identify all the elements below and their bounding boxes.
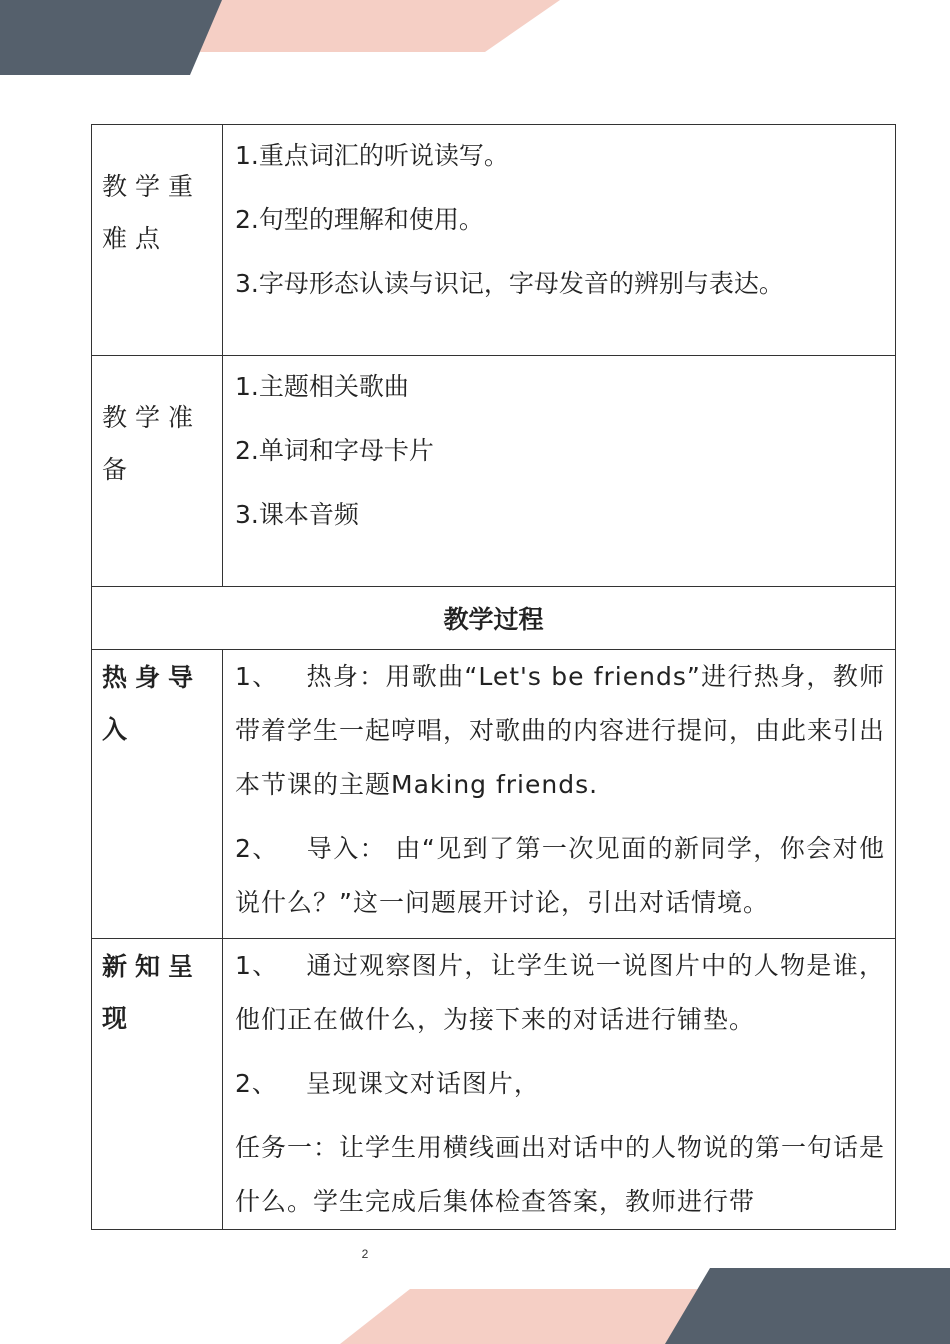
key-points-row	[92, 125, 896, 356]
header-slate-band	[0, 0, 222, 75]
new-knowledge-paragraph-2	[235, 1057, 885, 1111]
key-points-item: 2.句型的理解和使用。	[235, 205, 484, 234]
footer-decoration	[330, 1264, 950, 1344]
new-knowledge-label: 新知呈现	[92, 939, 223, 1230]
new-knowledge-p2-number: 2、	[235, 1069, 278, 1098]
new-knowledge-paragraph-1	[235, 939, 885, 1047]
key-points-item: 3.字母形态认读与识记，字母发音的辨别与表达。	[235, 269, 784, 298]
warmup-label: 热身导入	[92, 650, 223, 939]
header-decoration	[0, 0, 560, 75]
preparation-item: 3.课本音频	[235, 500, 359, 529]
header-peach-band	[200, 0, 560, 52]
warmup-p1-text: 热身：用歌曲“Let's be friends”进行热身，教师带着学生一起哼唱，对歌曲的内容进行提问，由此来引出本节课的主题Making friends.	[235, 662, 886, 799]
new-knowledge-content	[223, 939, 896, 1230]
warmup-paragraph-2	[235, 822, 885, 930]
preparation-label: 教学准备	[92, 356, 223, 587]
process-heading: 教学过程	[92, 587, 896, 650]
page-number: 2	[361, 1247, 369, 1261]
warmup-p2-text: 导入： 由“见到了第一次见面的新同学，你会对他说什么？”这一问题展开讨论，引出对话情境。	[235, 834, 886, 917]
warmup-p1-number: 1、	[235, 662, 279, 691]
new-knowledge-row	[92, 939, 896, 1230]
warmup-paragraph-1	[235, 650, 885, 812]
new-knowledge-p1-text: 通过观察图片，让学生说一说图片中的人物是谁，他们正在做什么，为接下来的对话进行铺垫。	[235, 951, 885, 1034]
preparation-item: 2.单词和字母卡片	[235, 436, 434, 465]
warmup-content	[223, 650, 896, 939]
key-points-label: 教学重难点	[92, 125, 223, 356]
new-knowledge-p1-number: 1、	[235, 951, 279, 980]
warmup-p2-number: 2、	[235, 834, 279, 863]
new-knowledge-paragraph-3: 任务一：让学生用横线画出对话中的人物说的第一句话是什么。学生完成后集体检查答案，教师进行带	[235, 1133, 886, 1216]
key-points-item: 1.重点词汇的听说读写。	[235, 141, 509, 170]
process-heading-row	[92, 587, 896, 650]
lesson-plan-table	[91, 124, 896, 1230]
preparation-row	[92, 356, 896, 587]
preparation-item: 1.主题相关歌曲	[235, 372, 409, 401]
new-knowledge-p2-text: 呈现课文对话图片，	[305, 1069, 540, 1098]
warmup-row	[92, 650, 896, 939]
footer-slate-band	[665, 1268, 950, 1344]
key-points-content	[223, 125, 896, 356]
preparation-content	[223, 356, 896, 587]
